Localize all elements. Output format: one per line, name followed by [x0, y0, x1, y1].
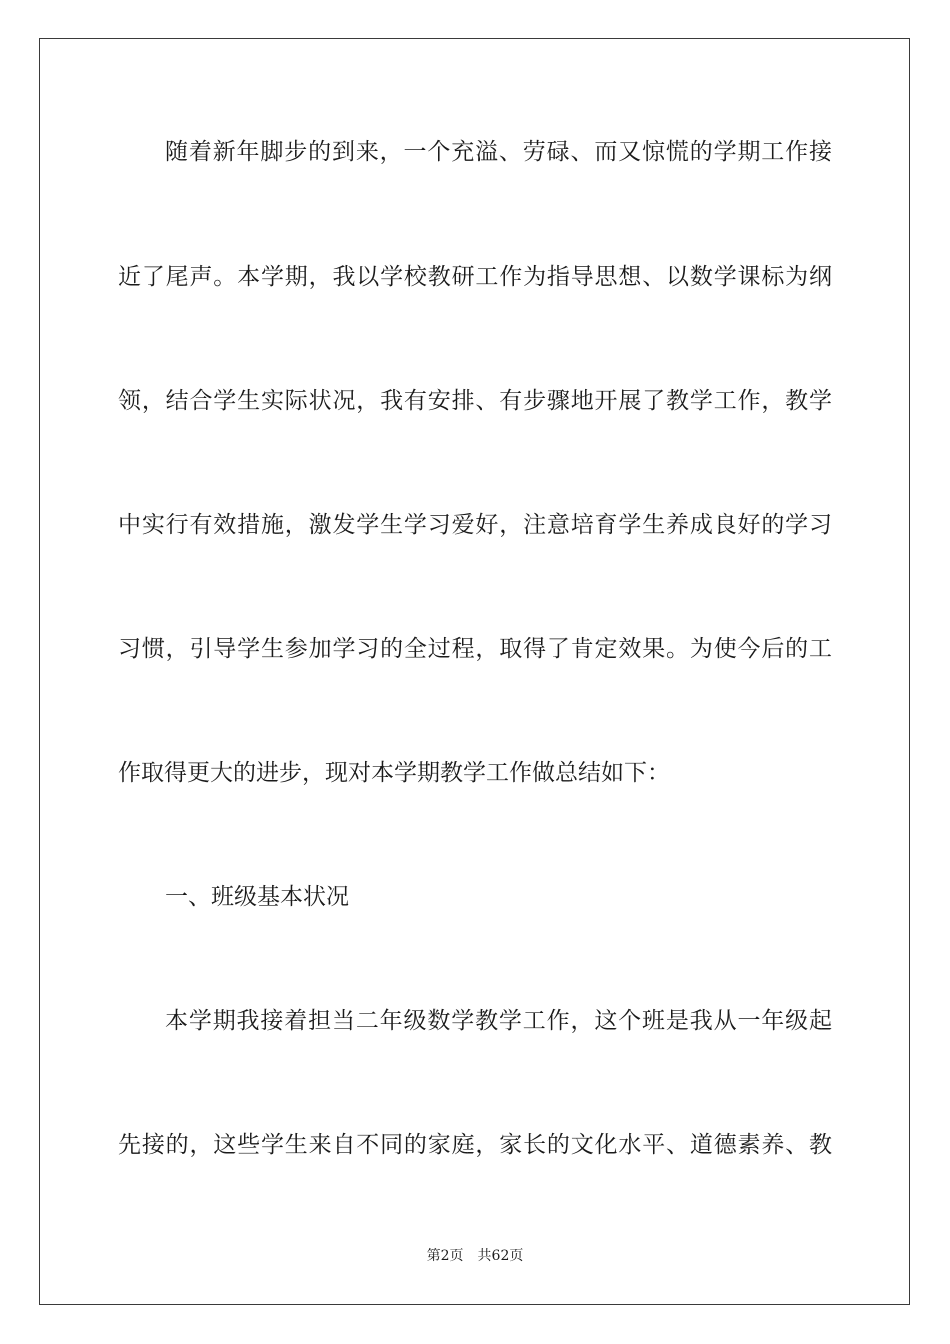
paragraph-line: 作取得更大的进步，现对本学期教学工作做总结如下： [118, 760, 670, 786]
paragraph-line: 近了尾声。本学期，我以学校教研工作为指导思想、以数学课标为纲 [118, 264, 832, 290]
paragraph-line: 习惯，引导学生参加学习的全过程，取得了肯定效果。为使今后的工 [118, 636, 832, 662]
section-heading: 一、班级基本状况 [165, 884, 349, 910]
page-footer [0, 1246, 950, 1266]
page-number: 第2页 [426, 1248, 464, 1264]
paragraph-line: 本学期我接着担当二年级数学教学工作，这个班是我从一年级起 [165, 1008, 832, 1034]
page-border [39, 38, 910, 1305]
paragraph-line: 随着新年脚步的到来，一个充溢、劳碌、而又惊慌的学期工作接 [165, 139, 832, 165]
page-total: 共62页 [477, 1248, 524, 1264]
paragraph-line: 中实行有效措施，激发学生学习爱好，注意培育学生养成良好的学习 [118, 512, 832, 538]
paragraph-line: 先接的，这些学生来自不同的家庭，家长的文化水平、道德素养、教 [118, 1132, 832, 1158]
paragraph-line: 领，结合学生实际状况，我有安排、有步骤地开展了教学工作，教学 [118, 388, 832, 414]
